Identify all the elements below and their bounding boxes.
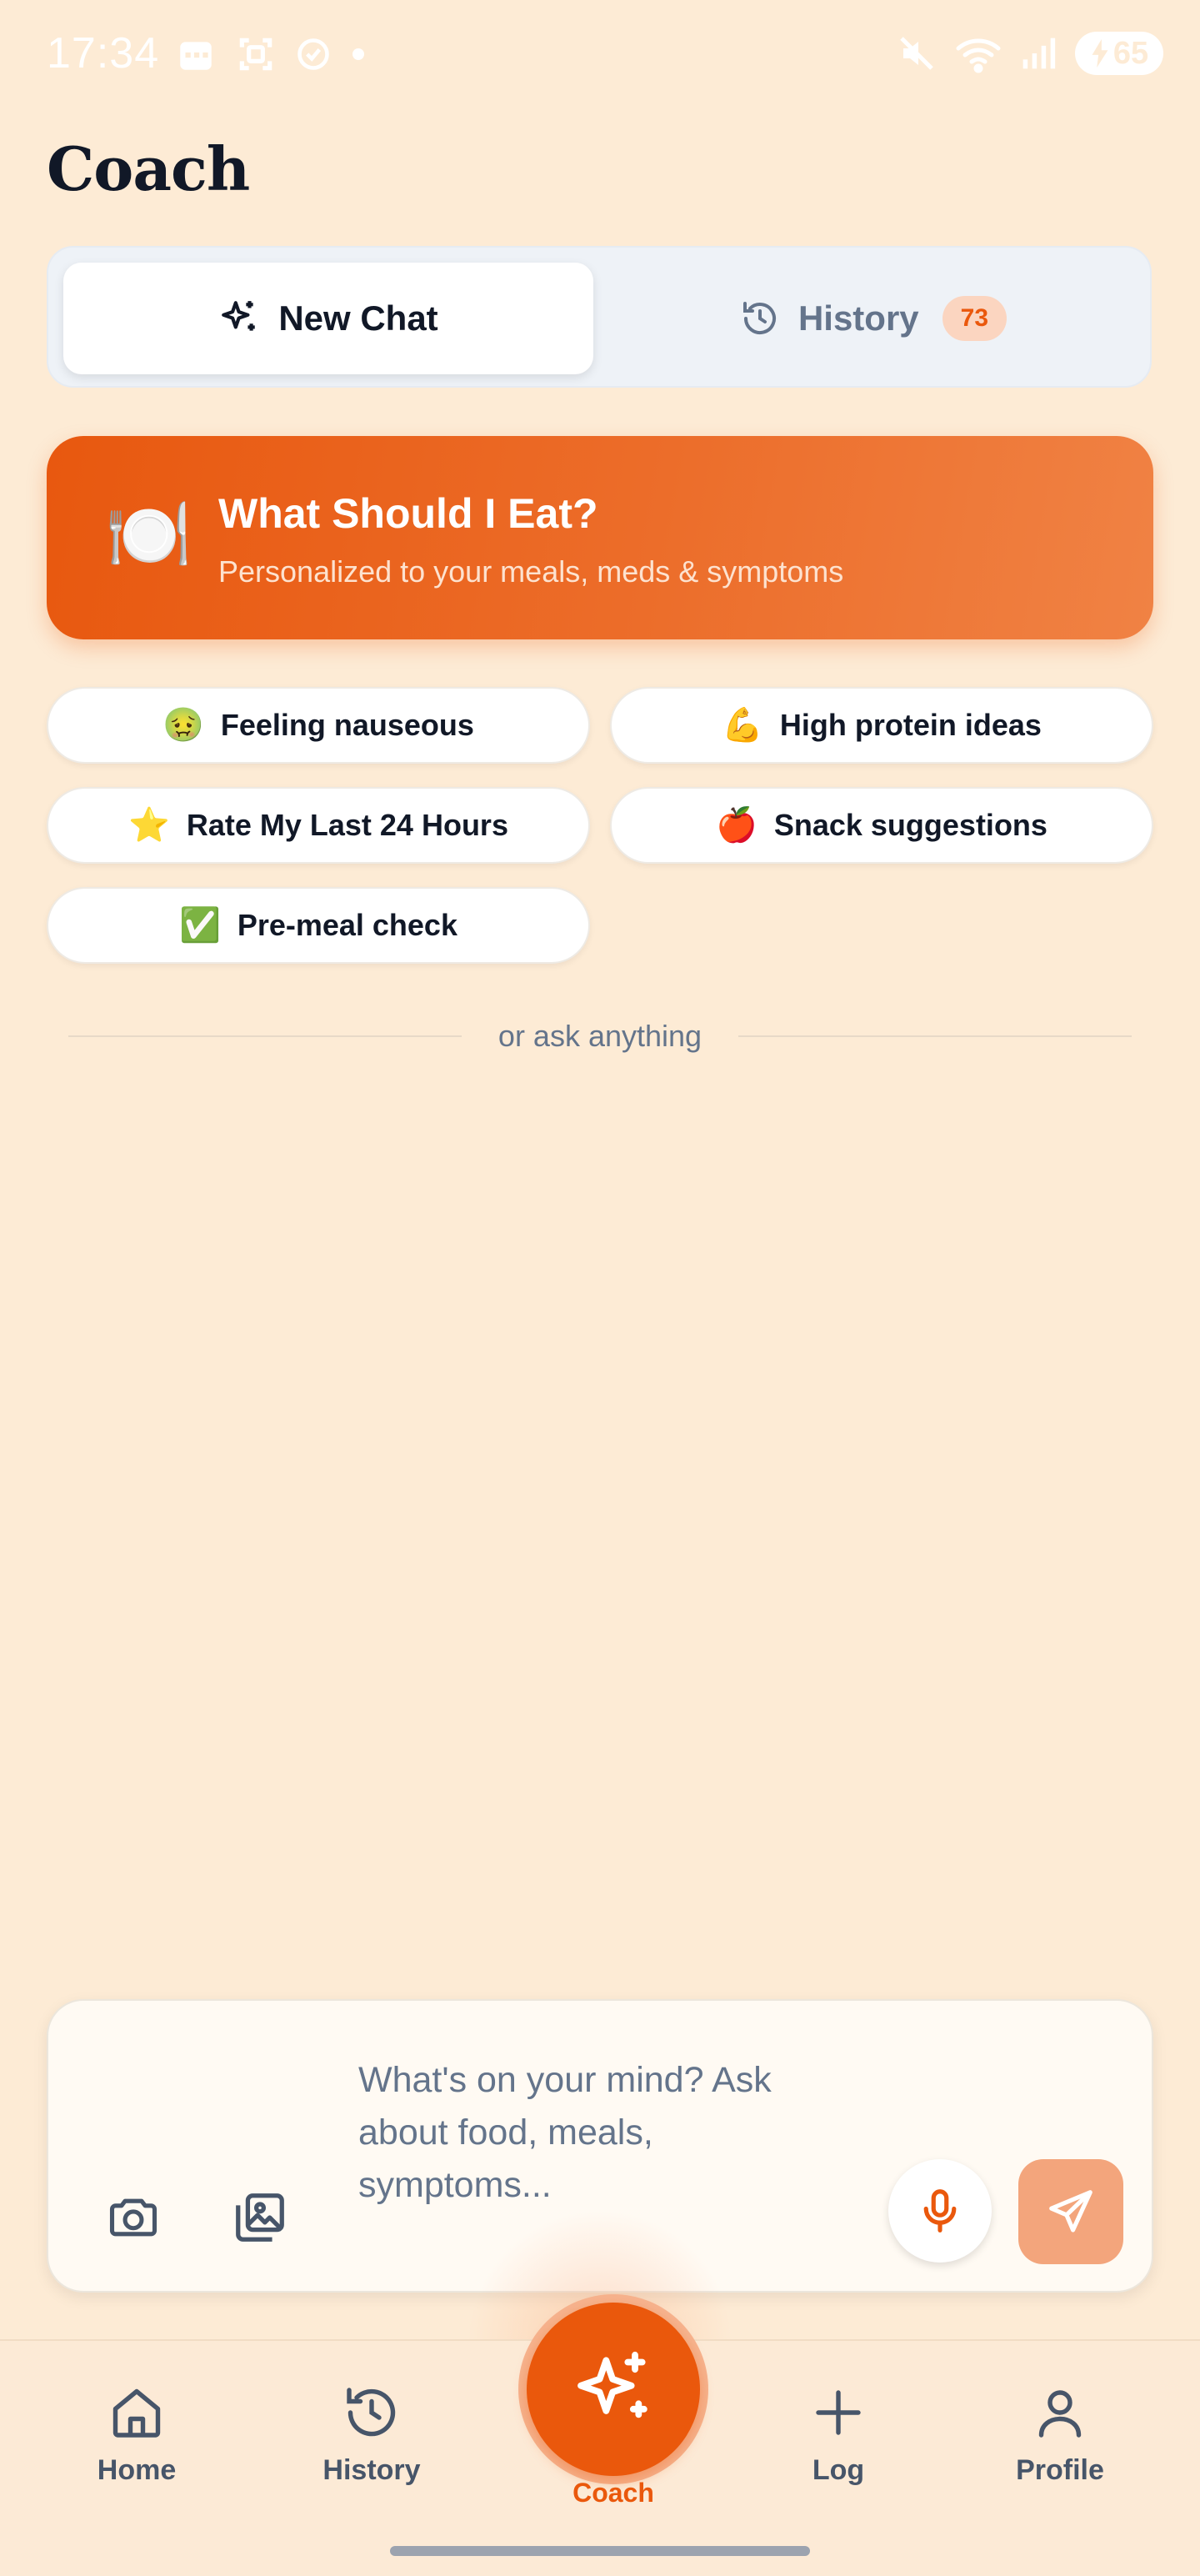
chip-label: Rate My Last 24 Hours — [186, 808, 508, 842]
plate-icon: 🍽️ — [105, 495, 192, 574]
divider-line-right — [738, 1035, 1132, 1037]
mute-icon — [897, 33, 937, 73]
hero-title: What Should I Eat? — [218, 490, 598, 537]
nav-log[interactable] — [763, 2383, 913, 2487]
camera-icon — [105, 2189, 162, 2246]
star-icon: ⭐ — [128, 807, 170, 844]
profile-icon — [1030, 2383, 1090, 2443]
suggestion-chip-high-protein[interactable] — [610, 687, 1153, 764]
nav-profile-label: Profile — [1016, 2454, 1104, 2486]
status-time: 17:34 — [47, 29, 160, 78]
sparkle-icon — [570, 2346, 657, 2433]
page-title: Coach — [47, 133, 250, 204]
what-should-i-eat-card[interactable] — [47, 436, 1153, 639]
battery-indicator — [1075, 32, 1163, 75]
message-input[interactable]: What's on your mind? Ask about food, meals, symptoms... — [358, 2060, 772, 2205]
flexed-biceps-icon: 💪 — [722, 707, 763, 744]
screenshot-icon — [235, 33, 277, 75]
suggestion-chip-rate-last-24-hours[interactable] — [47, 787, 590, 864]
sparkle-icon — [218, 298, 260, 339]
hero-subtitle: Personalized to your meals, meds & symptoms — [218, 554, 844, 589]
gallery-button[interactable] — [227, 2184, 293, 2251]
microphone-icon — [914, 2185, 966, 2237]
dot-icon — [350, 46, 367, 63]
nav-log-label: Log — [812, 2454, 865, 2486]
home-icon — [107, 2383, 167, 2443]
charging-bolt-icon — [1090, 39, 1110, 68]
nav-home[interactable] — [62, 2383, 212, 2487]
nav-history-label: History — [322, 2454, 421, 2486]
status-icons-left — [175, 33, 367, 75]
tab-history[interactable] — [608, 263, 1138, 374]
tab-new-chat[interactable] — [63, 263, 593, 374]
apple-icon: 🍎 — [716, 807, 758, 844]
status-bar — [0, 0, 1200, 108]
nav-coach-button[interactable] — [518, 2294, 708, 2484]
signal-icon — [1020, 35, 1057, 72]
coach-button-inner — [527, 2303, 700, 2476]
history-icon — [740, 298, 780, 338]
mic-button[interactable] — [888, 2159, 992, 2263]
status-icons-right — [897, 32, 1163, 75]
suggestion-chip-snack-suggestions[interactable] — [610, 787, 1153, 864]
gallery-icon — [231, 2188, 289, 2247]
check-circle-icon — [295, 36, 332, 73]
camera-button[interactable] — [100, 2184, 167, 2251]
chip-label: High protein ideas — [779, 708, 1042, 742]
home-indicator[interactable] — [390, 2546, 810, 2556]
nav-history[interactable] — [297, 2383, 447, 2487]
battery-level: 65 — [1112, 35, 1149, 71]
nav-home-label: Home — [97, 2454, 177, 2486]
divider-text: or ask anything — [498, 1019, 702, 1053]
suggestion-chip-pre-meal-check[interactable] — [47, 887, 590, 964]
nav-profile[interactable] — [985, 2383, 1135, 2487]
tab-history-label: History — [798, 298, 919, 338]
plus-icon — [808, 2383, 868, 2443]
history-icon — [342, 2383, 402, 2443]
nav-coach-label: Coach — [572, 2478, 654, 2508]
nauseated-face-icon: 🤢 — [162, 707, 204, 744]
send-button[interactable] — [1018, 2159, 1123, 2264]
history-count-badge: 73 — [942, 296, 1007, 341]
calendar-icon — [175, 33, 217, 75]
send-icon — [1045, 2186, 1097, 2238]
check-mark-icon: ✅ — [179, 907, 221, 944]
chip-label: Pre-meal check — [237, 908, 458, 942]
chat-tabs — [47, 246, 1152, 388]
or-ask-anything-divider — [68, 1013, 1132, 1060]
chip-label: Feeling nauseous — [220, 708, 474, 742]
tab-new-chat-label: New Chat — [278, 298, 438, 338]
divider-line-left — [68, 1035, 462, 1037]
wifi-icon — [955, 33, 1002, 73]
chip-label: Snack suggestions — [773, 808, 1048, 842]
suggestion-chip-feeling-nauseous[interactable] — [47, 687, 590, 764]
